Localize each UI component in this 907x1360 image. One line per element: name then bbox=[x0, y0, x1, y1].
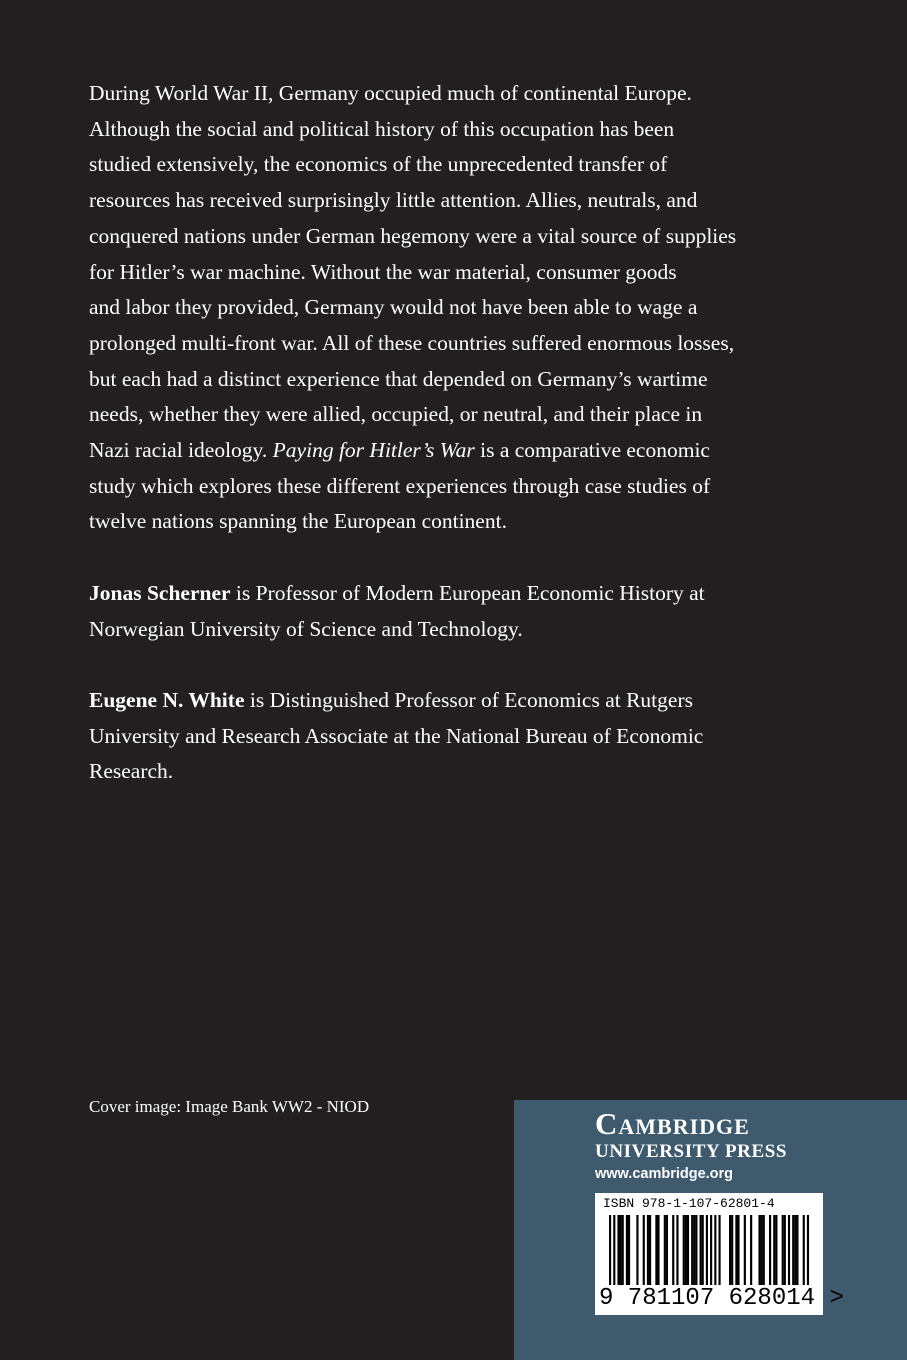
description-line: study which explores these different experiences through case studies of bbox=[89, 473, 711, 498]
author-name: Eugene N. White bbox=[89, 687, 245, 712]
author-bio-line bbox=[89, 683, 809, 719]
barcode-bar bbox=[647, 1215, 649, 1285]
barcode-bar bbox=[657, 1215, 659, 1285]
description-line: and labor they provided, Germany would not have been able to wage a bbox=[89, 295, 698, 320]
barcode-bar bbox=[706, 1215, 708, 1285]
barcode-bar bbox=[626, 1215, 628, 1285]
barcode-bar bbox=[702, 1215, 704, 1285]
book-title: Paying for Hitler’s War bbox=[272, 438, 475, 463]
description-paragraph bbox=[89, 76, 809, 540]
barcode-bar bbox=[731, 1215, 733, 1285]
barcode-bar bbox=[664, 1215, 666, 1285]
barcode-bar bbox=[807, 1215, 809, 1285]
barcode-bar bbox=[695, 1215, 697, 1285]
barcode-bar bbox=[763, 1215, 765, 1285]
barcode-bar bbox=[803, 1215, 805, 1285]
barcode-bar bbox=[761, 1215, 763, 1285]
barcode-bar bbox=[683, 1215, 685, 1285]
description-line: prolonged multi-front war. All of these countries suffered enormous losses, bbox=[89, 330, 735, 355]
author-bio-scherner bbox=[89, 576, 809, 647]
barcode-bar bbox=[710, 1215, 712, 1285]
description-line: resources has received surprisingly little attention. Allies, neutrals, and bbox=[89, 188, 698, 213]
cover-image-credit: Cover image: Image Bank WW2 - NIOD bbox=[89, 1097, 370, 1116]
author-name: Jonas Scherner bbox=[89, 580, 231, 605]
description-line: for Hitler’s war machine. Without the war material, consumer goods bbox=[89, 259, 677, 284]
line-start-text: Nazi racial ideology. bbox=[89, 438, 273, 463]
author-bio-line bbox=[89, 576, 809, 612]
line-end-text: is a comparative economic bbox=[474, 438, 710, 463]
barcode-bar bbox=[685, 1215, 687, 1285]
barcode-bars bbox=[603, 1215, 815, 1287]
barcode-bar bbox=[700, 1215, 702, 1285]
barcode-bar bbox=[796, 1215, 798, 1285]
description-line bbox=[89, 433, 809, 469]
barcode-bar bbox=[769, 1215, 771, 1285]
author-bio-line: University and Research Associate at the National Bureau of Economic bbox=[89, 723, 704, 748]
barcode-bar bbox=[687, 1215, 689, 1285]
publisher-name: Cambridge bbox=[595, 1106, 750, 1141]
description-line: conquered nations under German hegemony were a vital source of supplies bbox=[89, 223, 737, 248]
description-line: studied extensively, the economics of the unprecedented transfer of bbox=[89, 152, 668, 177]
barcode-bar bbox=[737, 1215, 739, 1285]
barcode-bar bbox=[609, 1215, 611, 1285]
barcode-bar bbox=[750, 1215, 752, 1285]
barcode-bar bbox=[775, 1215, 777, 1285]
barcode-bar bbox=[655, 1215, 657, 1285]
barcode-bar bbox=[666, 1215, 668, 1285]
barcode-bar bbox=[617, 1215, 619, 1285]
description-line: twelve nations spanning the European continent. bbox=[89, 509, 507, 534]
author-bio-line: Research. bbox=[89, 759, 174, 784]
description-line: During World War II, Germany occupied much of continental Europe. bbox=[89, 81, 692, 105]
barcode-bar bbox=[794, 1215, 796, 1285]
barcode-bar bbox=[784, 1215, 786, 1285]
publisher-subtitle: UNIVERSITY PRESS bbox=[595, 1141, 788, 1162]
description-line: Although the social and political history of this occupation has been bbox=[89, 116, 675, 141]
barcode-bar bbox=[788, 1215, 790, 1285]
barcode-bar bbox=[649, 1215, 651, 1285]
isbn-label: ISBN 978-1-107-62801-4 bbox=[603, 1196, 775, 1211]
barcode-bar bbox=[744, 1215, 746, 1285]
description-line: but each had a distinct experience that depended on Germany’s wartime bbox=[89, 366, 708, 391]
author-bio-white bbox=[89, 683, 809, 790]
barcode-bar bbox=[735, 1215, 737, 1285]
barcode-bar bbox=[718, 1215, 720, 1285]
back-cover-blurb bbox=[89, 76, 809, 790]
barcode-bar bbox=[773, 1215, 775, 1285]
author-bio-text: is Professor of Modern European Economic History at bbox=[230, 580, 705, 605]
isbn-barcode bbox=[595, 1193, 844, 1315]
barcode-bar bbox=[672, 1215, 674, 1285]
barcode-bar bbox=[714, 1215, 716, 1285]
barcode-bar bbox=[620, 1215, 622, 1285]
barcode-bar bbox=[729, 1215, 731, 1285]
author-bio-text: is Distinguished Professor of Economics at Rutgers bbox=[244, 687, 693, 712]
barcode-bar bbox=[636, 1215, 638, 1285]
barcode-bar bbox=[782, 1215, 784, 1285]
author-bio-line: Norwegian University of Science and Technology. bbox=[89, 616, 523, 641]
barcode-digits: 9 781107 628014 > bbox=[599, 1285, 844, 1312]
publisher-block bbox=[514, 1100, 907, 1360]
barcode-bar bbox=[758, 1215, 760, 1285]
barcode-bar bbox=[628, 1215, 630, 1285]
barcode-bar bbox=[691, 1215, 693, 1285]
barcode-bar bbox=[613, 1215, 615, 1285]
description-line: needs, whether they were allied, occupied, or neutral, and their place in bbox=[89, 402, 703, 427]
publisher-url: www.cambridge.org bbox=[595, 1166, 734, 1182]
barcode-bar bbox=[792, 1215, 794, 1285]
barcode-bar bbox=[676, 1215, 678, 1285]
barcode-bar bbox=[693, 1215, 695, 1285]
barcode-bar bbox=[622, 1215, 624, 1285]
barcode-bar bbox=[643, 1215, 645, 1285]
